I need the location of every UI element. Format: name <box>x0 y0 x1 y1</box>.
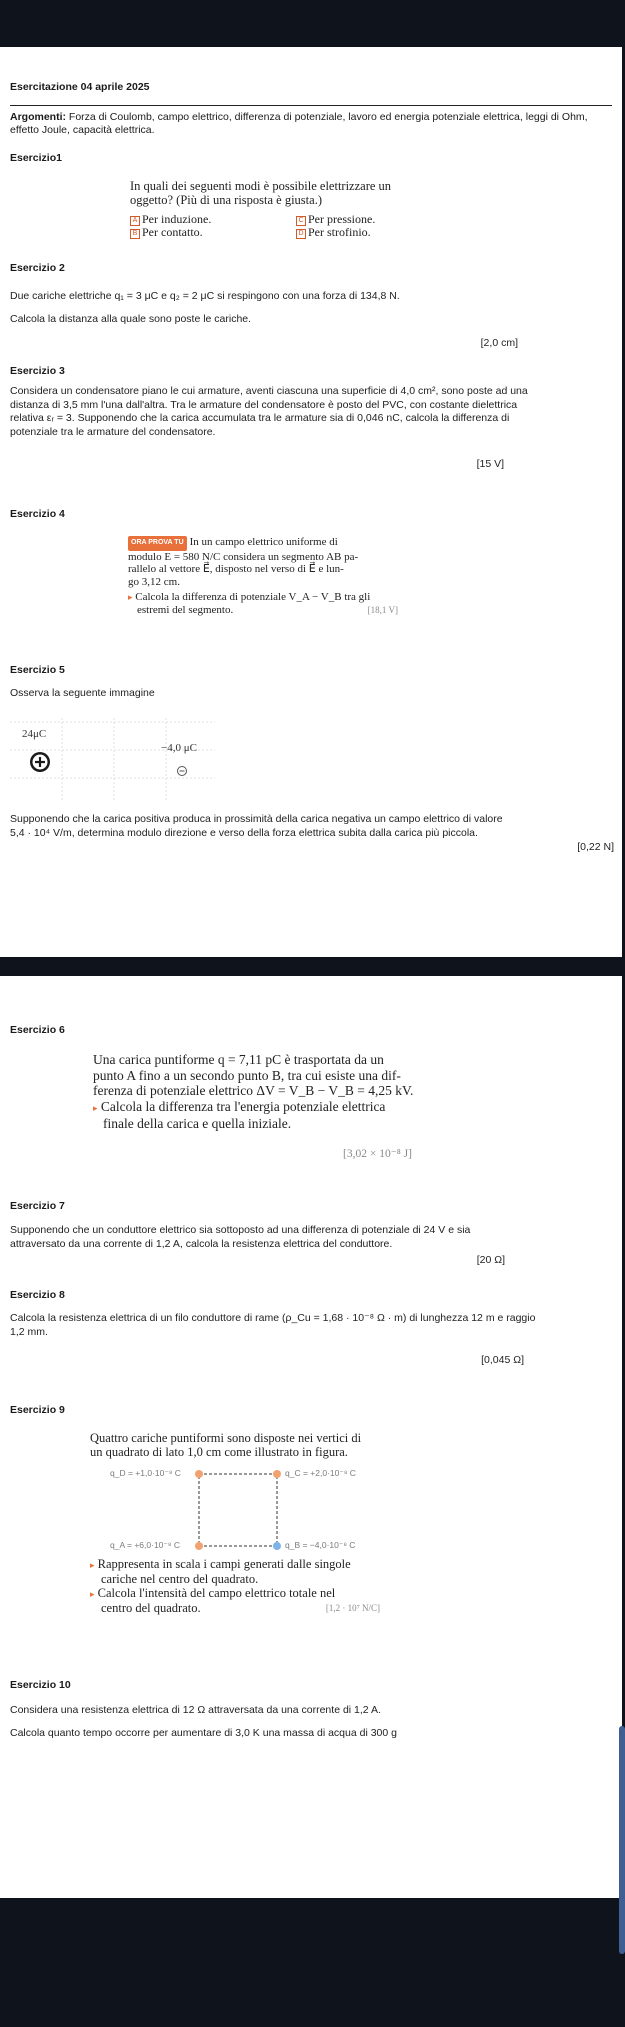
exercise-5-line-1: Supponendo che la carica positiva produca in prossimità della carica negativa un campo elettrico di valore <box>10 813 503 825</box>
document-title: Esercitazione 04 aprile 2025 <box>10 81 150 93</box>
exercise-9-bullets <box>90 1557 390 1615</box>
bullet-triangle-icon: ▸ <box>128 592 133 602</box>
exercise-6-bullet-line-2: finale della carica e quella iniziale. <box>103 1116 292 1131</box>
exercise-1-heading: Esercizio1 <box>10 152 62 164</box>
positive-charge-icon <box>30 752 50 772</box>
charge-a-dot <box>195 1542 203 1550</box>
exercise-9-line-1: Quattro cariche puntiformi sono disposte nei vertici di <box>90 1431 362 1445</box>
exercise-7-line-1: Supponendo che un conduttore elettrico sia sottoposto ad una differenza di potenziale di 24 V e sia <box>10 1224 471 1236</box>
exercise-5-line-2: 5,4 · 10⁴ V/m, determina modulo direzione e verso della forza elettrica subita dalla carica più piccola. <box>10 826 478 839</box>
negative-charge-label: −4,0 μC <box>161 742 197 754</box>
exercise-7-heading: Esercizio 7 <box>10 1200 65 1212</box>
exercise-6-text <box>93 1052 433 1132</box>
exercise-5-text <box>10 813 622 840</box>
exercise-9-answer: [1,2 · 10⁷ N/C] <box>325 1603 380 1613</box>
exercise-4-text <box>128 536 408 616</box>
exercise-1-question-line-1: In quali dei seguenti modi è possibile elettrizzare un <box>130 179 392 193</box>
exercise-9-bullet-2-line-2: centro del quadrato. <box>101 1601 201 1615</box>
exercise-2-heading: Esercizio 2 <box>10 262 65 274</box>
exercise-9-bullet-1-line-2: cariche nel centro del quadrato. <box>101 1572 259 1586</box>
option-b-letter: B <box>130 229 140 239</box>
exercise-4-bullet-line-2: estremi del segmento. <box>137 603 234 616</box>
charge-b-dot <box>273 1542 281 1550</box>
exercise-3-answer: [15 V] <box>476 458 504 470</box>
exercise-4-line-2: modulo E = 580 N/C considera un segmento AB pa- <box>128 550 359 563</box>
exercise-6-heading: Esercizio 6 <box>10 1024 65 1036</box>
exercise-4-heading: Esercizio 4 <box>10 508 65 520</box>
square-outline <box>199 1474 277 1546</box>
option-d-letter: D <box>296 229 306 239</box>
bullet-triangle-icon: ▸ <box>93 1102 98 1113</box>
exercise-3-line-2: distanza di 3,5 mm l'una dall'altra. Tra le armature del condensatore è posto del PVC, con costante dielettrica <box>10 398 518 411</box>
exercise-4-line-4: go 3,12 cm. <box>128 575 180 588</box>
exercise-8-heading: Esercizio 8 <box>10 1289 65 1301</box>
exercise-5-answer: [0,22 N] <box>577 841 614 853</box>
exercise-3-line-3: relativa εᵣ = 3. Supponendo che la carica accumulata tra le armature sia di 0,046 nC, calcola la differenza di <box>10 412 510 424</box>
exercise-5-intro: Osserva la seguente immagine <box>10 687 155 699</box>
exercise-10-heading: Esercizio 10 <box>10 1679 71 1691</box>
option-a <box>130 212 211 226</box>
bullet-triangle-icon: ▸ <box>90 1589 95 1599</box>
exercise-7-answer: [20 Ω] <box>476 1254 505 1266</box>
exercise-3-line-1: Considera un condensatore piano le cui armature, aventi ciascuna una superficie di 4,0 cm², sono poste ad una <box>10 385 528 397</box>
exercise-7-line-2: attraversato da una corrente di 1,2 A, calcola la resistenza elettrica del conduttore. <box>10 1237 393 1250</box>
exercise-8-answer: [0,045 Ω] <box>481 1354 524 1366</box>
try-it-badge: ORA PROVA TU <box>128 536 187 551</box>
exercise-6-line-3: ferenza di potenziale elettrico ΔV = V_B − V_B = 4,25 kV. <box>93 1083 414 1098</box>
exercise-3-text <box>10 385 620 439</box>
exercise-10-line-2: Calcola quanto tempo occorre per aumentare di 3,0 K una massa di acqua di 300 g <box>10 1727 397 1739</box>
charge-d-label: q_D = +1,0·10⁻⁸ C <box>110 1468 181 1478</box>
bullet-triangle-icon: ▸ <box>90 1560 95 1570</box>
charge-a-label: q_A = +6,0·10⁻⁸ C <box>110 1540 180 1550</box>
exercise-10-line-1: Considera una resistenza elettrica di 12 Ω attraversata da una corrente di 1,2 A. <box>10 1704 381 1716</box>
exercise-6-bullet-line-1: Calcola la differenza tra l'energia potenziale elettrica <box>100 1098 386 1114</box>
option-c <box>296 212 375 226</box>
square-charges-figure <box>190 1467 290 1553</box>
exercise-2-line-1: Due cariche elettriche q₁ = 3 μC e q₂ = 2 μC si respingono con una forza di 134,8 N. <box>10 290 400 302</box>
exercise-4-bullet-line-1: Calcola la differenza di potenziale V_A − V_B tra gli <box>135 591 371 603</box>
exercise-9-line-2: un quadrato di lato 1,0 cm come illustrato in figura. <box>90 1445 348 1459</box>
exercise-9-bullet-1-line-1: Rappresenta in scala i campi generati dalle singole <box>97 1557 351 1571</box>
exercise-2-line-2: Calcola la distanza alla quale sono poste le cariche. <box>10 313 252 325</box>
title-divider <box>10 105 612 106</box>
exercise-8-line-2: 1,2 mm. <box>10 1325 48 1338</box>
option-a-letter: A <box>130 216 140 226</box>
exercise-1-question <box>130 179 450 207</box>
exercise-5-heading: Esercizio 5 <box>10 664 65 676</box>
negative-charge-icon <box>178 767 187 776</box>
exercise-9-heading: Esercizio 9 <box>10 1404 65 1416</box>
exercise-7-text <box>10 1224 620 1251</box>
positive-charge-label: 24μC <box>22 728 47 740</box>
exercise-9-text <box>90 1431 410 1459</box>
exercise-9-bullet-2-line-1: Calcola l'intensità del campo elettrico totale nel <box>97 1586 336 1600</box>
exercise-4-line-3: rallelo al vettore E⃗, disposto nel verso di E⃗ e lun- <box>128 563 344 575</box>
exercise-4-answer: [18,1 V] <box>367 604 398 615</box>
exercise-1-question-line-2: oggetto? (Più di una risposta è giusta.) <box>130 193 322 207</box>
option-d-label: Per strofinio. <box>308 225 371 239</box>
topics-paragraph <box>10 111 610 137</box>
exercise-6-answer: [3,02 × 10⁻⁸ J] <box>343 1148 412 1160</box>
exercise-8-text <box>10 1312 622 1339</box>
topics-label: Argomenti: <box>10 111 66 123</box>
option-b-label: Per contatto. <box>142 225 203 239</box>
exercise-4-line-1: In un campo elettrico uniforme di <box>189 536 338 548</box>
option-c-label: Per pressione. <box>308 212 376 226</box>
document-page-1 <box>0 47 622 957</box>
charge-c-dot <box>273 1470 281 1478</box>
document-page-2 <box>0 976 622 1898</box>
option-d <box>296 225 371 239</box>
exercise-6-line-1: Una carica puntiforme q = 7,11 pC è trasportata da un <box>93 1052 384 1067</box>
topics-text: Forza di Coulomb, campo elettrico, differenza di potenziale, lavoro ed energia potenziale elettrica, leggi di Ohm, effetto Joule, capacità elettrica. <box>10 111 588 136</box>
charge-d-dot <box>195 1470 203 1478</box>
option-a-label: Per induzione. <box>142 212 212 226</box>
option-b <box>130 225 203 239</box>
option-c-letter: C <box>296 216 306 226</box>
exercise-3-line-4: potenziale tra le armature del condensatore. <box>10 425 216 438</box>
charge-b-label: q_B = −4,0·10⁻⁸ C <box>285 1540 356 1550</box>
exercise-8-line-1: Calcola la resistenza elettrica di un filo conduttore di rame (ρ_Cu = 1,68 · 10⁻⁸ Ω · m) di lunghezza 12 m e raggio <box>10 1312 536 1324</box>
charge-c-label: q_C = +2,0·10⁻⁸ C <box>285 1468 356 1478</box>
exercise-3-heading: Esercizio 3 <box>10 365 65 377</box>
scrollbar-thumb[interactable] <box>619 1726 625 1954</box>
exercise-6-line-2: punto A fino a un secondo punto B, tra cui esiste una dif- <box>93 1067 401 1083</box>
exercise-2-answer: [2,0 cm] <box>480 337 518 349</box>
